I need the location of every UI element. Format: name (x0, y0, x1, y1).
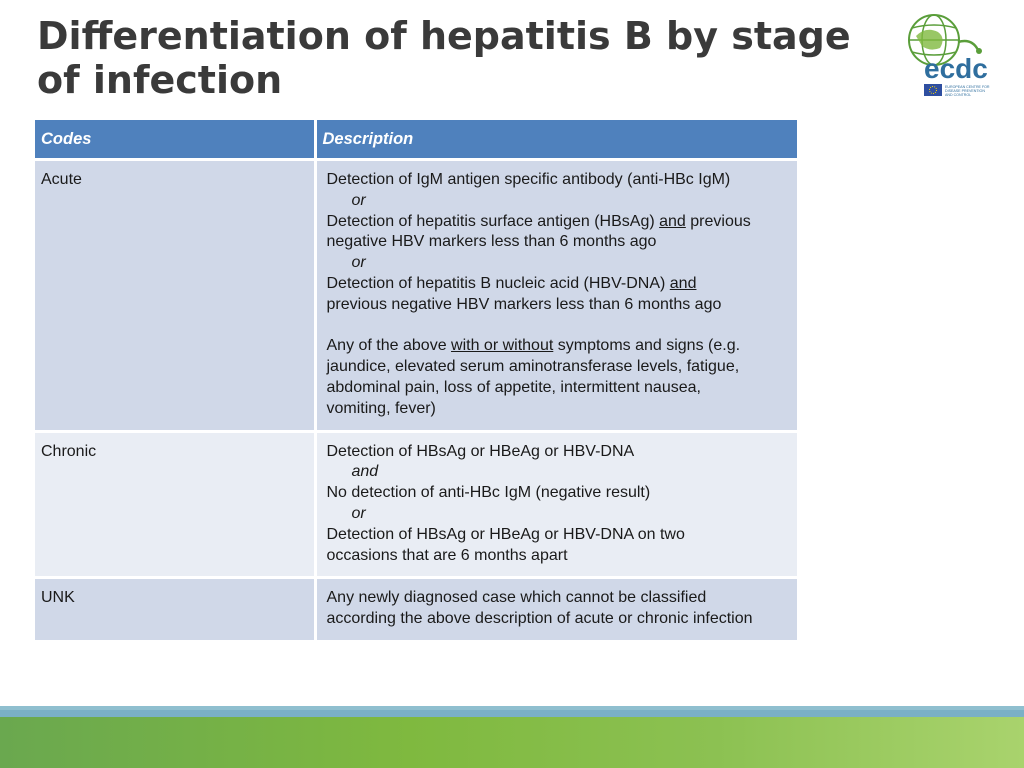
slide-title: Differentiation of hepatitis B by stage of infection (37, 14, 851, 102)
desc-connector: or (351, 254, 366, 272)
desc-line: according the above description of acute or chronic infection (326, 610, 753, 628)
description-cell (315, 160, 797, 432)
desc-line: Detection of IgM antigen specific antibody (anti-HBc IgM) (326, 171, 731, 188)
desc-connector: or (351, 504, 366, 522)
ecdc-logo (904, 12, 1004, 100)
desc-line: Any newly diagnosed case which cannot be classified (326, 589, 707, 607)
table-row-acute (35, 160, 797, 432)
logo-caption-3: AND CONTROL (945, 93, 972, 97)
desc-connector: or (351, 191, 366, 209)
description-cell (315, 578, 797, 642)
desc-line: previous negative HBV markers less than 6 months ago (326, 295, 722, 313)
desc-line: vomiting, fever) (326, 399, 436, 417)
desc-line: negative HBV markers less than 6 months ago (326, 233, 657, 251)
table-row-unk (35, 578, 797, 642)
logo-caption-1: EUROPEAN CENTRE FOR (945, 85, 990, 89)
description-cell (315, 431, 797, 578)
desc-connector: and (351, 463, 379, 481)
header-codes: Codes (35, 120, 315, 160)
desc-line: Any of the above with or without symptoms and signs (e.g. (326, 337, 741, 355)
desc-line: Detection of hepatitis surface antigen (HBsAg) and previous (326, 212, 751, 230)
desc-line: Detection of hepatitis B nucleic acid (HBV-DNA) and (326, 274, 697, 292)
code-cell: Chronic (35, 431, 315, 578)
footer-band-blue (0, 710, 1024, 717)
hepatitis-b-table (35, 120, 797, 643)
eu-flag-icon (924, 84, 942, 96)
header-description: Description (315, 120, 797, 160)
logo-text: ecdc (924, 53, 988, 84)
table-row-chronic (35, 431, 797, 578)
desc-line: No detection of anti-HBc IgM (negative result) (326, 484, 651, 502)
desc-line: Detection of HBsAg or HBeAg or HBV-DNA (326, 442, 635, 460)
desc-line: occasions that are 6 months apart (326, 546, 568, 564)
code-cell: Acute (35, 160, 315, 432)
desc-line: Detection of HBsAg or HBeAg or HBV-DNA on two (326, 525, 685, 543)
code-cell: UNK (35, 578, 315, 642)
desc-line: jaundice, elevated serum aminotransferase levels, fatigue, (326, 358, 740, 376)
logo-caption-2: DISEASE PREVENTION (945, 89, 985, 93)
table-header-row (35, 120, 797, 160)
desc-line: abdominal pain, loss of appetite, intermittent nausea, (326, 378, 701, 396)
footer-band-green (0, 717, 1024, 768)
